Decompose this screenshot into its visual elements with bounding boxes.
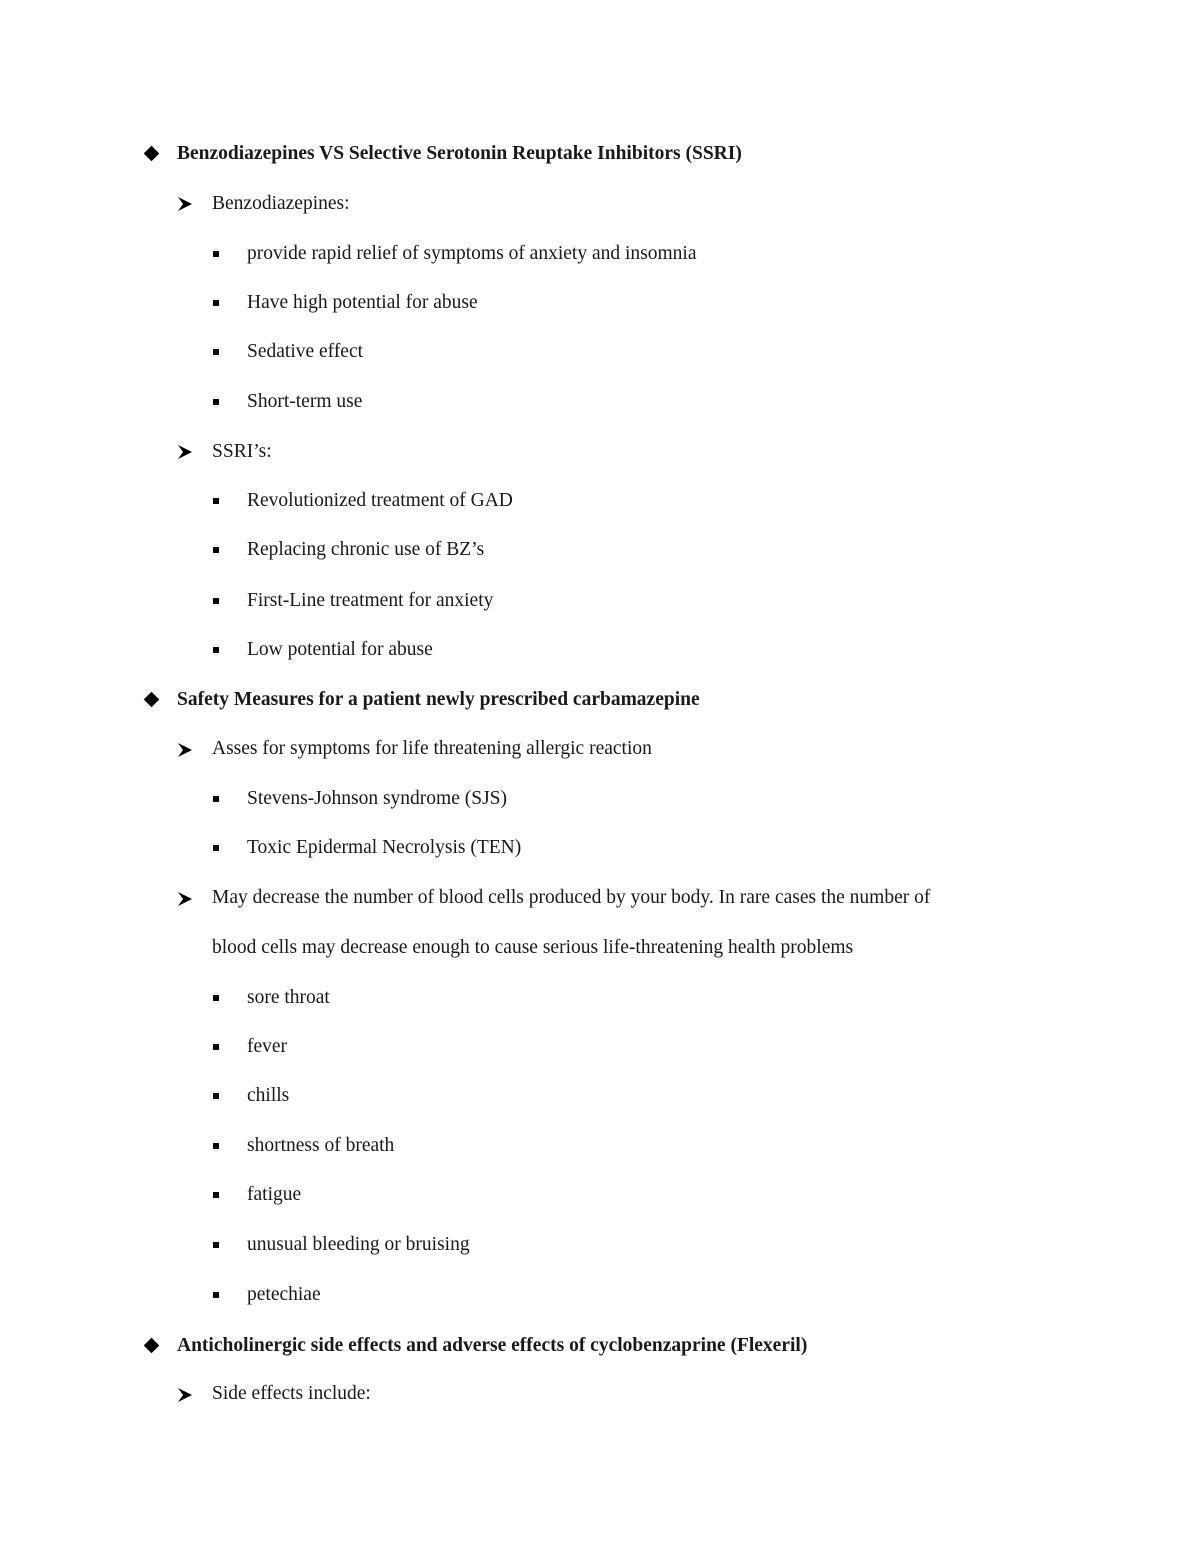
list-item: unusual bleeding or bruising	[247, 1234, 470, 1255]
square-bullet-icon	[213, 1192, 219, 1198]
square-bullet-icon	[213, 1044, 219, 1050]
group-label: May decrease the number of blood cells produced by your body. In rare cases the number of	[212, 887, 931, 908]
arrow-bullet-icon	[177, 891, 193, 907]
square-bullet-icon	[213, 995, 219, 1001]
list-item: Toxic Epidermal Necrolysis (TEN)	[247, 837, 522, 858]
list-item: shortness of breath	[247, 1135, 395, 1156]
square-bullet-icon	[213, 399, 219, 405]
group-label: Asses for symptoms for life threatening allergic reaction	[212, 738, 652, 759]
square-bullet-icon	[213, 796, 219, 802]
square-bullet-icon	[213, 1143, 219, 1149]
square-bullet-icon	[213, 1292, 219, 1298]
section-heading: Benzodiazepines VS Selective Serotonin Reuptake Inhibitors (SSRI)	[177, 143, 742, 164]
section-heading: Anticholinergic side effects and adverse effects of cyclobenzaprine (Flexeril)	[177, 1335, 808, 1356]
arrow-bullet-icon	[177, 742, 193, 758]
list-item: Replacing chronic use of BZ’s	[247, 539, 485, 560]
square-bullet-icon	[213, 251, 219, 257]
square-bullet-icon	[213, 598, 219, 604]
square-bullet-icon	[213, 498, 219, 504]
list-item: fatigue	[247, 1184, 302, 1205]
list-item: fever	[247, 1036, 288, 1057]
arrow-bullet-icon	[177, 444, 193, 460]
square-bullet-icon	[213, 647, 219, 653]
diamond-bullet-icon	[144, 146, 160, 162]
list-item: provide rapid relief of symptoms of anxiety and insomnia	[247, 243, 697, 264]
list-item: sore throat	[247, 987, 330, 1008]
section-heading: Safety Measures for a patient newly prescribed carbamazepine	[177, 689, 700, 710]
square-bullet-icon	[213, 845, 219, 851]
group-label: Side effects include:	[212, 1383, 371, 1404]
square-bullet-icon	[213, 547, 219, 553]
square-bullet-icon	[213, 1242, 219, 1248]
list-item: Sedative effect	[247, 341, 364, 362]
arrow-bullet-icon	[177, 196, 193, 212]
square-bullet-icon	[213, 300, 219, 306]
list-item: Revolutionized treatment of GAD	[247, 490, 513, 511]
list-item: Short-term use	[247, 391, 363, 412]
list-item: First-Line treatment for anxiety	[247, 590, 494, 611]
list-item: chills	[247, 1085, 290, 1106]
list-item: Have high potential for abuse	[247, 292, 478, 313]
diamond-bullet-icon	[144, 692, 160, 708]
diamond-bullet-icon	[144, 1338, 160, 1354]
group-label: Benzodiazepines:	[212, 193, 350, 214]
list-item: petechiae	[247, 1284, 321, 1305]
square-bullet-icon	[213, 1093, 219, 1099]
group-label: SSRI’s:	[212, 441, 272, 462]
group-label-continuation: blood cells may decrease enough to cause serious life-threatening health problems	[212, 937, 854, 958]
list-item: Stevens-Johnson syndrome (SJS)	[247, 788, 508, 809]
arrow-bullet-icon	[177, 1387, 193, 1403]
list-item: Low potential for abuse	[247, 639, 433, 660]
square-bullet-icon	[213, 349, 219, 355]
